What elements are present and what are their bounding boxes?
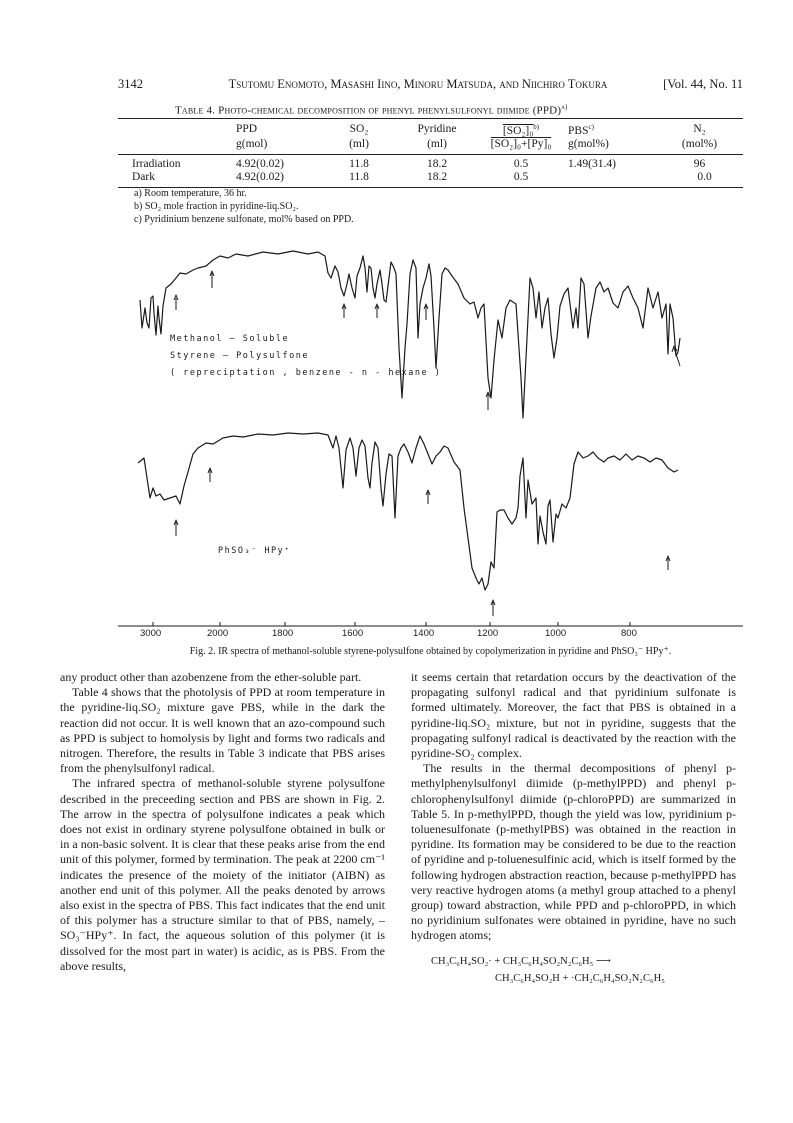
tick-label: 1400 (413, 628, 435, 639)
table-cell: 18.2 (426, 157, 448, 170)
equation-line-1: CH₃C₆H₄SO₂· + CH₃C₆H₄SO₂N₂C₆H₅ ⟶ (431, 955, 611, 967)
table-cell: 4.92(0.02) (236, 157, 284, 170)
peak-arrows (174, 271, 680, 616)
tick-label: 1200 (477, 628, 499, 639)
table-footnote: a) Room temperature, 36 hr. (134, 188, 247, 199)
spectrum-label: Methanol – Soluble (170, 334, 290, 344)
volume-info: [Vol. 44, No. 11 (663, 77, 743, 91)
spectrum-pbs (138, 433, 678, 590)
tick-label: 1800 (272, 628, 294, 639)
table-cell: 11.8 (322, 171, 396, 188)
table-footnote: b) SO₂ mole fraction in pyridine-liq.SO₂. (134, 201, 299, 212)
paragraph: Table 4 shows that the photolysis of PPD at room temperature in the pyridine-liq.SO₂ mixture gave PBS, while in the dark the reaction did not occur. It is well known that an azo-compound such as PPD is subject to homolysis by light and forms two radicals and nitrogen. Therefore, the results in Table 3 indicate that PBS arises from the phenylsulfonyl radical. (60, 685, 385, 776)
header-cell: g(mol%) (564, 138, 656, 155)
table-cell: 11.8 (349, 157, 369, 170)
paragraph: any product other than azobenzene from the ether-soluble part. (60, 670, 362, 684)
figure-2 (118, 248, 743, 648)
equation-line-2: CH₃C₆H₄SO₂H + ·CH₂C₆H₄SO₂N₂C₆H₅ (495, 972, 665, 984)
table-caption: Table 4. Photo-chemical decomposition of phenyl phenylsulfonyl diimide (PPD)$^{a)}$ (175, 103, 568, 117)
paragraph: The infrared spectra of methanol-soluble styrene polysulfone described in the preceeding section and PBS are shown in Fig. 2. The arrow in the spectra of polysulfone indicates a peak which does not exist in ordinary styrene polysulfone obtained in bulk or in a non-basic solvent. It is clear that these peaks arise from the end unit of this polymer, formed by termination. The peak at 2200 cm⁻¹ indicates the presence of the moiety of the initiator (AIBN) as another end unit of this polymer. All the peaks denoted by arrows also exist in the spectra of PBS. This fact indicates that the end unit of this polymer has a structure similar to that of PBS, namely, –SO₃⁻HPy⁺. In fact, the aqueous solution of this polymer (it is dissolved for the most part in water) is acidic, as is PBS. From the above results, (60, 776, 385, 973)
table-row (118, 171, 743, 188)
left-column (60, 670, 385, 974)
header-cell: PPD (226, 119, 322, 138)
tick-label: 800 (621, 628, 637, 639)
tick-label: 1000 (545, 628, 567, 639)
paragraph: it seems certain that retardation occurs by the deactivation of the propagating sulfonyl radical and that pyridinium sulfonate is formed ultimately. Moreover, the fact that PBS is obtained in a pyridine-liq.SO₂ mixture, but not in pyridine, suggests that the propagating sulfonyl radical is deactivated by the reaction with the pyridine-SO₂ complex. (411, 670, 736, 761)
table-row (118, 154, 743, 171)
table-cell: 1.49(31.4) (568, 157, 616, 170)
header-cell (118, 119, 226, 138)
header-cell: [SO₂]₀$^{b)}$ (478, 119, 564, 138)
table-cell: 96 (693, 157, 706, 170)
table-cell: 18.2 (396, 171, 478, 188)
right-column (411, 670, 736, 986)
table-4 (118, 118, 743, 188)
header-cell: PBS$^{c)}$ (564, 119, 656, 138)
header-cell: g(mol) (226, 138, 322, 155)
header-cell: [SO₂]₀+[Py]₀ (478, 138, 564, 155)
author-line: Tsutomu Enomoto, Masashi Iino, Minoru Matsuda, and Niichiro Tokura (228, 77, 608, 91)
paragraph: The results in the thermal decompositions of phenyl p-methylphenylsulfonyl diimide (p-methylPPD) and phenyl p-chlorophenylsulfonyl diimide (p-chloroPPD) are summarized in Table 5. In p-methylPPD, though the yield was low, pyridinium p-toluenesulfonate (p-methylPBS) was obtained in the reaction in pyridine. Its formation may be considered to be due to the reaction of pyridine and p-toluenesulfinic acid, which is itself formed by the following hydrogen abstraction reaction, because p-methylPPD has very reactive hydrogen atoms (a methyl group attached to a phenyl group) toward abstraction, while PPD and p-chloroPPD, in which no pyridinium sulfonates were obtained in pyridine, have no such hydrogen atoms; (411, 761, 736, 943)
table-subheader-row (118, 138, 743, 155)
header-cell: (ml) (322, 138, 396, 155)
figure-caption: Fig. 2. IR spectra of methanol-soluble styrene-polysulfone obtained by copolymerization in pyridine and PhSO₃⁻ HPy⁺. (189, 646, 672, 657)
spectrum-label: ( repreciptation , benzene - n - hexane ) (170, 368, 442, 378)
spectrum-label: PhSO₃⁻ HPy⁺ (218, 546, 291, 556)
table-header-row (118, 119, 743, 138)
header-cell: SO₂ (322, 119, 396, 138)
table-footnote: c) Pyridinium benzene sulfonate, mol% based on PPD. (134, 214, 354, 225)
page-number: 3142 (118, 77, 143, 91)
ir-spectra-plot (118, 248, 743, 648)
header-cell: (mol%) (656, 138, 743, 155)
tick-label: 2000 (207, 628, 229, 639)
table-cell: 0.5 (478, 171, 564, 188)
spectrum-label: Styrene — Polysulfone (170, 351, 309, 361)
header-cell: N₂ (656, 119, 743, 138)
table-cell: 0.5 (513, 157, 529, 170)
table-cell (564, 171, 656, 188)
x-axis-ticks (153, 622, 630, 626)
tick-label: 1600 (342, 628, 364, 639)
row-label: Irradiation (132, 157, 181, 170)
tick-label: 3000 (140, 628, 162, 639)
table-cell: 4.92(0.02) (226, 171, 322, 188)
header-cell: Pyridine (396, 119, 478, 138)
row-label: Dark (118, 171, 226, 188)
header-cell (118, 138, 226, 155)
table-cell: 0.0 (656, 171, 743, 188)
header-cell: (ml) (396, 138, 478, 155)
